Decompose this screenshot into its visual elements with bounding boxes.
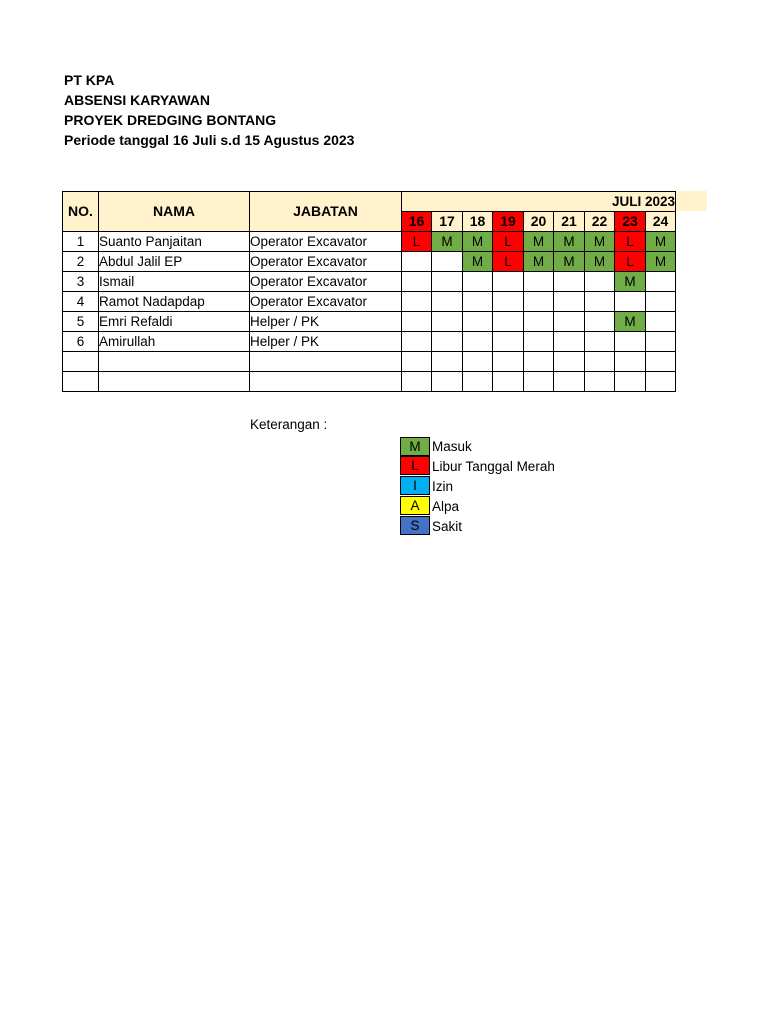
attendance-cell[interactable] <box>493 352 524 372</box>
legend-code: S <box>400 516 430 535</box>
row-number <box>63 372 99 392</box>
attendance-cell[interactable]: M <box>554 252 585 272</box>
day-header: 24 <box>646 212 676 232</box>
table-row <box>63 292 676 312</box>
employee-name[interactable] <box>99 352 250 372</box>
row-number: 3 <box>63 272 99 292</box>
day-header: 22 <box>585 212 615 232</box>
employee-name[interactable]: Abdul Jalil EP <box>99 252 250 272</box>
attendance-cell[interactable]: M <box>646 232 676 252</box>
attendance-cell[interactable] <box>463 372 493 392</box>
attendance-cell[interactable]: M <box>524 252 554 272</box>
legend-code: M <box>400 437 430 456</box>
attendance-cell[interactable] <box>615 332 646 352</box>
attendance-cell[interactable] <box>432 312 463 332</box>
row-number: 6 <box>63 332 99 352</box>
table-row <box>63 312 676 332</box>
employee-name[interactable]: Suanto Panjaitan <box>99 232 250 252</box>
attendance-cell[interactable] <box>463 292 493 312</box>
attendance-cell[interactable] <box>585 352 615 372</box>
month-header: JULI 2023 <box>402 192 676 212</box>
attendance-cell[interactable]: M <box>463 252 493 272</box>
employee-position[interactable]: Operator Excavator <box>250 252 402 272</box>
attendance-cell[interactable]: M <box>646 252 676 272</box>
attendance-cell[interactable] <box>432 272 463 292</box>
attendance-cell[interactable]: M <box>463 232 493 252</box>
attendance-cell[interactable] <box>554 332 585 352</box>
attendance-cell[interactable]: L <box>402 232 432 252</box>
day-header: 23 <box>615 212 646 232</box>
column-header-nama: NAMA <box>99 192 250 232</box>
attendance-cell[interactable] <box>646 272 676 292</box>
attendance-cell[interactable] <box>646 372 676 392</box>
attendance-cell[interactable]: M <box>554 232 585 252</box>
attendance-cell[interactable]: L <box>615 232 646 252</box>
document-title: ABSENSI KARYAWAN <box>64 92 210 108</box>
day-header: 18 <box>463 212 493 232</box>
month-header-extension <box>676 191 707 211</box>
employee-name[interactable]: Ramot Nadapdap <box>99 292 250 312</box>
attendance-cell[interactable] <box>524 352 554 372</box>
attendance-cell[interactable] <box>554 292 585 312</box>
legend-text: Libur Tanggal Merah <box>432 458 555 474</box>
attendance-cell[interactable] <box>493 332 524 352</box>
document-header <box>64 70 354 150</box>
attendance-table <box>62 191 676 392</box>
employee-name[interactable]: Emri Refaldi <box>99 312 250 332</box>
attendance-cell[interactable] <box>585 372 615 392</box>
row-number <box>63 352 99 372</box>
attendance-cell[interactable] <box>432 332 463 352</box>
attendance-cell[interactable] <box>493 372 524 392</box>
attendance-cell[interactable] <box>615 372 646 392</box>
period-text: Periode tanggal 16 Juli s.d 15 Agustus 2023 <box>64 132 355 148</box>
attendance-cell[interactable] <box>493 312 524 332</box>
legend-text: Sakit <box>432 518 463 534</box>
employee-position[interactable]: Helper / PK <box>250 312 402 332</box>
header-row-1 <box>63 192 676 212</box>
attendance-cell[interactable]: L <box>615 252 646 272</box>
row-number: 1 <box>63 232 99 252</box>
attendance-cell[interactable] <box>493 292 524 312</box>
attendance-cell[interactable] <box>493 272 524 292</box>
attendance-cell[interactable] <box>554 312 585 332</box>
attendance-cell[interactable] <box>646 332 676 352</box>
column-header-no: NO. <box>63 192 99 232</box>
legend-item <box>400 516 555 536</box>
attendance-cell[interactable] <box>524 332 554 352</box>
company-name: PT KPA <box>64 72 115 88</box>
legend-text: Masuk <box>432 438 472 454</box>
day-header: 20 <box>524 212 554 232</box>
legend-item <box>400 436 555 456</box>
attendance-cell[interactable] <box>432 252 463 272</box>
attendance-cell[interactable] <box>646 292 676 312</box>
attendance-cell[interactable]: M <box>524 232 554 252</box>
project-name: PROYEK DREDGING BONTANG <box>64 112 277 128</box>
row-number: 5 <box>63 312 99 332</box>
attendance-cell[interactable] <box>402 372 432 392</box>
employee-position[interactable] <box>250 372 402 392</box>
attendance-cell[interactable]: M <box>585 232 615 252</box>
employee-position[interactable] <box>250 352 402 372</box>
attendance-cell[interactable] <box>585 292 615 312</box>
attendance-cell[interactable]: M <box>615 272 646 292</box>
employee-position[interactable]: Helper / PK <box>250 332 402 352</box>
legend-code: I <box>400 476 430 495</box>
attendance-cell[interactable] <box>615 352 646 372</box>
table-row <box>63 332 676 352</box>
employee-name[interactable]: Ismail <box>99 272 250 292</box>
attendance-cell[interactable] <box>524 312 554 332</box>
attendance-cell[interactable] <box>402 352 432 372</box>
day-header: 17 <box>432 212 463 232</box>
attendance-cell[interactable] <box>646 312 676 332</box>
attendance-cell[interactable] <box>524 372 554 392</box>
attendance-cell[interactable] <box>585 312 615 332</box>
legend-item <box>400 456 555 476</box>
legend <box>400 436 555 536</box>
attendance-cell[interactable] <box>432 352 463 372</box>
attendance-cell[interactable] <box>402 252 432 272</box>
attendance-cell[interactable] <box>463 312 493 332</box>
row-number: 2 <box>63 252 99 272</box>
legend-code: L <box>400 456 430 475</box>
attendance-cell[interactable] <box>402 332 432 352</box>
legend-text: Alpa <box>432 498 460 514</box>
attendance-cell[interactable] <box>402 292 432 312</box>
attendance-cell[interactable] <box>554 352 585 372</box>
day-header: 21 <box>554 212 585 232</box>
table-row <box>63 232 676 252</box>
employee-position[interactable]: Operator Excavator <box>250 232 402 252</box>
attendance-cell[interactable]: L <box>493 252 524 272</box>
attendance-cell[interactable]: M <box>432 232 463 252</box>
attendance-cell[interactable] <box>585 272 615 292</box>
attendance-cell[interactable]: M <box>585 252 615 272</box>
employee-position[interactable]: Operator Excavator <box>250 272 402 292</box>
attendance-cell[interactable] <box>615 292 646 312</box>
legend-code: A <box>400 496 430 515</box>
attendance-cell[interactable] <box>554 372 585 392</box>
employee-position[interactable]: Operator Excavator <box>250 292 402 312</box>
day-header: 19 <box>493 212 524 232</box>
table-row <box>63 372 676 392</box>
table-row <box>63 252 676 272</box>
row-number: 4 <box>63 292 99 312</box>
legend-text: Izin <box>432 478 454 494</box>
attendance-cell[interactable] <box>554 272 585 292</box>
table-row <box>63 352 676 372</box>
attendance-cell[interactable]: L <box>493 232 524 252</box>
attendance-cell[interactable]: M <box>615 312 646 332</box>
attendance-cell[interactable] <box>463 332 493 352</box>
employee-name[interactable]: Amirullah <box>99 332 250 352</box>
attendance-cell[interactable] <box>646 352 676 372</box>
attendance-cell[interactable] <box>402 272 432 292</box>
attendance-rows <box>63 232 676 392</box>
legend-item <box>400 496 555 516</box>
legend-item <box>400 476 555 496</box>
attendance-cell[interactable] <box>402 312 432 332</box>
employee-name[interactable] <box>99 372 250 392</box>
attendance-cell[interactable] <box>463 272 493 292</box>
day-header: 16 <box>402 212 432 232</box>
attendance-cell[interactable] <box>524 292 554 312</box>
attendance-cell[interactable] <box>585 332 615 352</box>
legend-label: Keterangan : <box>250 417 328 432</box>
column-header-jabatan: JABATAN <box>250 192 402 232</box>
attendance-cell[interactable] <box>432 372 463 392</box>
table-row <box>63 272 676 292</box>
attendance-cell[interactable] <box>432 292 463 312</box>
attendance-cell[interactable] <box>524 272 554 292</box>
attendance-cell[interactable] <box>463 352 493 372</box>
